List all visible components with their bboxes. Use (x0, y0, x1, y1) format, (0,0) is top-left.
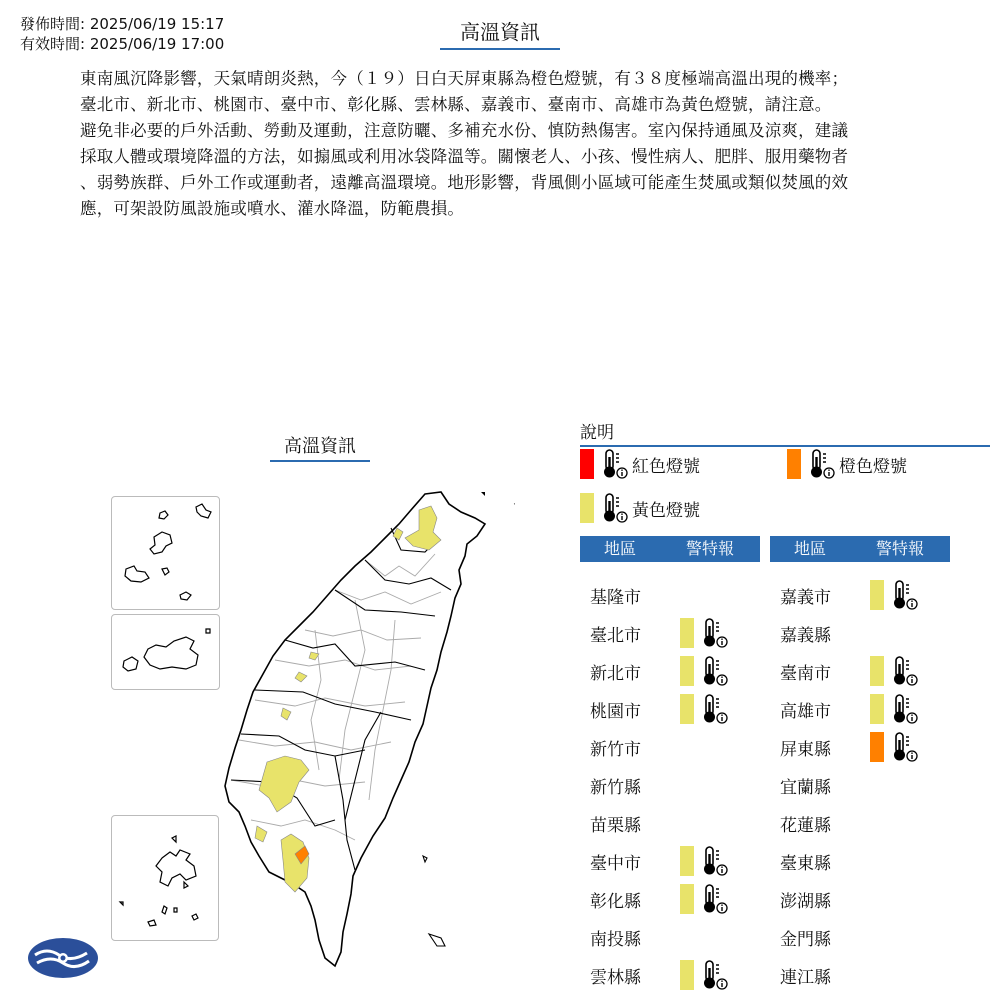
table-row (780, 880, 870, 918)
table-row (780, 690, 922, 728)
map-title: 高溫資訊 (270, 432, 370, 462)
region-name: 嘉義市 (780, 587, 831, 608)
table-row (590, 804, 680, 842)
table-row (780, 766, 870, 804)
table-row (590, 842, 732, 880)
yellow-level-bar (680, 884, 694, 914)
region-name: 臺南市 (780, 663, 831, 684)
inset-matsu (111, 496, 220, 610)
taiwan-outline (225, 492, 485, 966)
legend-yellow (580, 492, 700, 524)
inset-kinmen (111, 614, 220, 690)
thermometer-info-icon (700, 883, 728, 915)
region-name: 臺東縣 (780, 853, 831, 874)
page-title: 高溫資訊 (440, 16, 560, 50)
description-line: 、弱勢族群、戶外工作或運動者，遠離高溫環境。地形影響，背風側小區域可能產生焚風或類似焚風的效 (80, 173, 849, 192)
region-name: 桃園市 (590, 701, 641, 722)
region-name: 金門縣 (780, 929, 831, 950)
orange-swatch (787, 449, 801, 479)
table-header-right (770, 536, 950, 562)
region-name: 臺中市 (590, 853, 641, 874)
table-row (590, 576, 680, 614)
table-row (780, 614, 870, 652)
thermometer-info-icon (807, 448, 835, 480)
region-name: 苗栗縣 (590, 815, 641, 836)
legend-orange (787, 448, 907, 480)
region-name: 澎湖縣 (780, 891, 831, 912)
region-name: 新竹市 (590, 739, 641, 760)
description-line: 避免非必要的戶外活動、勞動及運動，注意防曬、多補充水份、慎防熱傷害。室內保持通風及涼爽，建議 (80, 121, 849, 140)
region-name: 南投縣 (590, 929, 641, 950)
thermometer-info-icon (890, 693, 918, 725)
table-header-left (580, 536, 760, 562)
table-row (590, 918, 680, 956)
red-swatch (580, 449, 594, 479)
taiwan-map (215, 480, 515, 1000)
cwa-logo (27, 937, 99, 979)
col-warning: 警特報 (875, 539, 924, 558)
thermometer-info-icon (700, 693, 728, 725)
thermometer-info-icon (600, 492, 628, 524)
col-warning: 警特報 (685, 539, 734, 558)
yellow-level-bar (680, 960, 694, 990)
table-row (590, 956, 732, 994)
thermometer-info-icon (890, 655, 918, 687)
yellow-level-bar (680, 846, 694, 876)
region-name: 花蓮縣 (780, 815, 831, 836)
thermometer-info-icon (890, 579, 918, 611)
region-name: 嘉義縣 (780, 625, 831, 646)
col-region: 地區 (793, 539, 826, 558)
yellow-level-bar (680, 656, 694, 686)
legend-title: 說明 (580, 418, 990, 447)
thermometer-info-icon (700, 845, 728, 877)
table-row (590, 766, 680, 804)
region-name: 雲林縣 (590, 967, 641, 988)
valid-time: 有效時間: 2025/06/19 17:00 (20, 35, 225, 53)
table-row (780, 842, 870, 880)
thermometer-info-icon (890, 731, 918, 763)
thermometer-info-icon (700, 655, 728, 687)
header-times (20, 14, 224, 54)
table-row (780, 576, 922, 614)
table-row (780, 804, 870, 842)
region-name: 屏東縣 (780, 739, 831, 760)
legend-red (580, 448, 700, 480)
table-row (780, 918, 870, 956)
region-name: 新北市 (590, 663, 641, 684)
orange-level-bar (870, 732, 884, 762)
yellow-level-bar (680, 694, 694, 724)
description-line: 採取人體或環境降溫的方法，如搧風或利用冰袋降溫等。關懷老人、小孩、慢性病人、肥胖、服用藥物者 (80, 147, 849, 166)
region-name: 連江縣 (780, 967, 831, 988)
table-row (590, 652, 732, 690)
region-name: 高雄市 (780, 701, 831, 722)
legend-yellow-label: 黃色燈號 (632, 500, 700, 521)
yellow-level-bar (870, 694, 884, 724)
region-name: 新竹縣 (590, 777, 641, 798)
col-region: 地區 (603, 539, 636, 558)
table-row (780, 652, 922, 690)
table-row (590, 728, 680, 766)
description-line: 東南風沉降影響，天氣晴朗炎熱，今（１９）日白天屏東縣為橙色燈號，有３８度極端高溫出現的機率； (80, 69, 849, 88)
table-row (590, 614, 732, 652)
issue-time: 發佈時間: 2025/06/19 15:17 (20, 15, 225, 33)
yellow-level-bar (870, 580, 884, 610)
thermometer-info-icon (700, 617, 728, 649)
legend-red-label: 紅色燈號 (632, 456, 700, 477)
yellow-level-bar (680, 618, 694, 648)
region-name: 基隆市 (590, 587, 641, 608)
region-name: 宜蘭縣 (780, 777, 831, 798)
table-row (590, 690, 732, 728)
description-line: 應，可架設防風設施或噴水、灌水降溫，防範農損。 (80, 199, 465, 218)
yellow-swatch (580, 493, 594, 523)
description (80, 66, 920, 222)
description-line: 臺北市、新北市、桃園市、臺中市、彰化縣、雲林縣、嘉義市、臺南市、高雄市為黃色燈號，請注意。 (80, 95, 832, 114)
thermometer-info-icon (700, 959, 728, 991)
inset-penghu (111, 815, 219, 941)
region-name: 臺北市 (590, 625, 641, 646)
table-row (780, 728, 922, 766)
region-name: 彰化縣 (590, 891, 641, 912)
yellow-level-bar (870, 656, 884, 686)
thermometer-info-icon (600, 448, 628, 480)
table-row (780, 956, 870, 994)
table-row (590, 880, 732, 918)
legend-orange-label: 橙色燈號 (839, 456, 907, 477)
